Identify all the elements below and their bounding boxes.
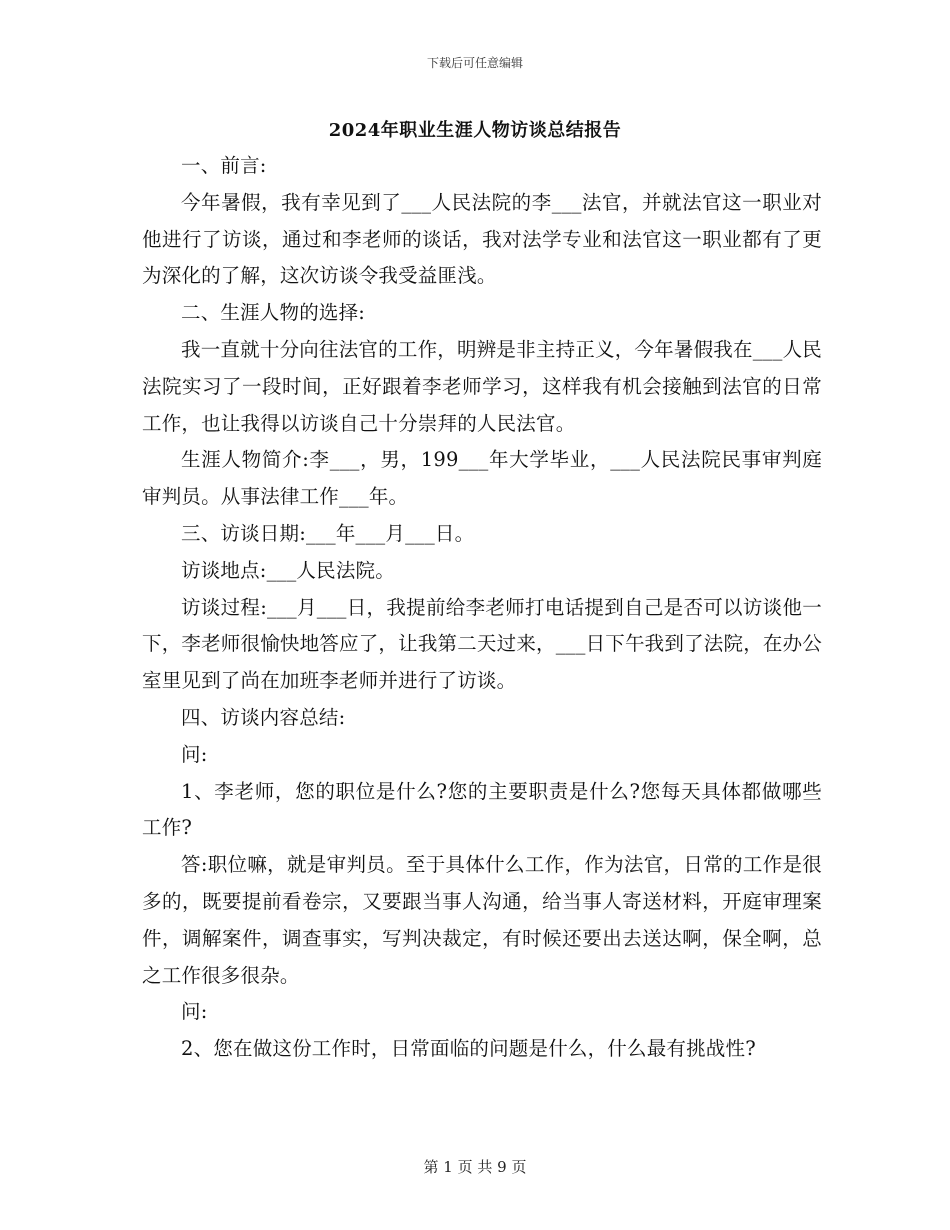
section-heading-date: 三、访谈日期:___年___月___日。 — [181, 521, 475, 545]
section-heading-summary: 四、访谈内容总结: — [181, 705, 346, 729]
header-note: 下载后可任意编辑 — [426, 56, 523, 70]
answer-1: 答:职位嘛，就是审判员。至于具体什么工作，作为法官，日常的工作是很多的，既要提前看卷宗，又要跟当事人沟通，给当事人寄送材料，开庭审理案件，调解案件，调查事实，写判决裁定，有时候还要出去送达啊，保全啊，总之工作很多很杂。 — [142, 853, 822, 987]
paragraph-selection: 我一直就十分向往法官的工作，明辨是非主持正义，今年暑假我在___人民法院实习了一段时间，正好跟着李老师学习，这样我有机会接触到法官的日常工作，也让我得以访谈自己十分崇拜的人民法官。 — [142, 337, 822, 435]
section-heading-selection: 二、生涯人物的选择: — [181, 301, 366, 325]
paragraph-location: 访谈地点:___人民法院。 — [181, 558, 395, 582]
question-label: 问: — [181, 742, 208, 766]
document-body — [142, 148, 822, 1068]
paragraph-preface: 今年暑假，我有幸见到了___人民法院的李___法官，并就法官这一职业对他进行了访谈，通过和李老师的谈话，我对法学专业和法官这一职业都有了更为深化的了解，这次访谈令我受益匪浅。 — [142, 190, 822, 288]
document-title: 2024年职业生涯人物访谈总结报告 — [328, 120, 622, 141]
page-number: 第 1 页 共 9 页 — [423, 1158, 527, 1176]
paragraph-process: 访谈过程:___月___日，我提前给李老师打电话提到自己是否可以访谈他一下，李老师很愉快地答应了，让我第二天过来，___日下午我到了法院，在办公室里见到了尚在加班李老师并进行了访谈。 — [142, 595, 822, 693]
question-label: 问: — [181, 1000, 208, 1024]
question-2: 2、您在做这份工作时，日常面临的问题是什么，什么最有挑战性? — [181, 1037, 756, 1061]
section-heading-preface: 一、前言: — [181, 154, 267, 177]
paragraph-profile: 生涯人物简介:李___，男，199___年大学毕业，___人民法院民事审判庭审判员。从事法律工作___年。 — [142, 448, 822, 509]
question-1: 1、李老师，您的职位是什么?您的主要职责是什么?您每天具体都做哪些工作? — [142, 779, 822, 840]
